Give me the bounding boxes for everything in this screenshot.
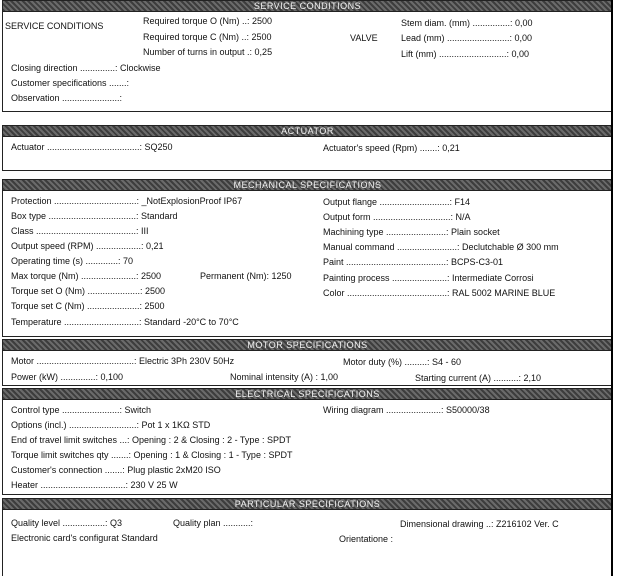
quality-plan: Quality plan ...........:	[173, 518, 254, 528]
header-title: SERVICE CONDITIONS	[253, 1, 362, 11]
lift: Lift (mm) ...........................: 0,00	[401, 49, 530, 59]
max-torque: Max torque (Nm) ......................: 2500	[11, 271, 162, 281]
actuator-model: Actuator .....................................: SQ250	[11, 142, 173, 152]
heater: Heater ..................................: 230 V 25 W	[11, 480, 178, 490]
header-title: MECHANICAL SPECIFICATIONS	[233, 180, 382, 190]
header-title: PARTICULAR SPECIFICATIONS	[234, 499, 381, 509]
temperature: Temperature ..............................: Standard -20°C to 70°C	[11, 317, 239, 327]
customer-connection: Customer's connection .......: Plug plastic 2xM20 ISO	[11, 465, 221, 475]
closing-direction: Closing direction ..............: Clockwise	[11, 63, 161, 73]
header-title: ELECTRICAL SPECIFICATIONS	[235, 389, 380, 399]
torque-set-o: Torque set O (Nm) .....................: 2500	[11, 286, 166, 296]
electronic-card-configuration: Electronic card's configurat Standard	[11, 533, 158, 543]
color: Color ........................................: RAL 5002 MARINE BLUE	[323, 288, 556, 298]
required-torque-o: Required torque O (Nm) ..: 2500	[143, 16, 273, 26]
machining-type: Machining type ........................: Plain socket	[323, 227, 500, 237]
power: Power (kW) ..............: 0,100	[11, 372, 124, 382]
section-header-motor	[2, 339, 613, 351]
control-type: Control type .......................: Switch	[11, 405, 152, 415]
section-electrical	[2, 400, 613, 495]
section-actuator	[2, 137, 613, 171]
dimensional-drawing: Dimensional drawing ..: Z216102 Ver. C	[400, 519, 559, 529]
header-title: ACTUATOR	[281, 126, 334, 136]
actuator-speed: Actuator's speed (Rpm) .......: 0,21	[323, 143, 460, 153]
section-service	[2, 12, 613, 112]
box-type: Box type ...................................: Standard	[11, 211, 178, 221]
required-torque-c: Required torque C (Nm) ..: 2500	[143, 32, 272, 42]
output-flange: Output flange ............................: F14	[323, 197, 471, 207]
page-right-edge	[611, 0, 613, 576]
motor-duty: Motor duty (%) .........: S4 - 60	[343, 357, 462, 367]
permanent-torque: Permanent (Nm): 1250	[200, 271, 292, 281]
painting-process: Painting process ......................: Intermediate Corrosi	[323, 273, 534, 283]
starting-current: Starting current (A) ..........: 2,10	[415, 373, 542, 383]
wiring-diagram: Wiring diagram ......................: S50000/38	[323, 405, 490, 415]
output-speed: Output speed (RPM) ..................: 0,21	[11, 241, 164, 251]
quality-level: Quality level .................: Q3	[11, 518, 123, 528]
service-side-label: SERVICE CONDITIONS	[5, 21, 104, 31]
number-of-turns: Number of turns in output .: 0,25	[143, 47, 273, 57]
operating-time: Operating time (s) .............: 70	[11, 256, 134, 266]
options: Options (incl.) ...........................: Pot 1 x 1KΩ STD	[11, 420, 211, 430]
section-particular	[2, 510, 613, 576]
section-header-electrical	[2, 388, 613, 400]
motor-type: Motor .......................................: Electric 3Ph 230V 50Hz	[11, 356, 235, 366]
paint: Paint ........................................: BCPS-C3-01	[323, 257, 504, 267]
output-form: Output form ...............................: N/A	[323, 212, 471, 222]
lead: Lead (mm) .........................: 0,00	[401, 33, 533, 43]
section-header-particular	[2, 498, 613, 510]
manual-command: Manual command ........................: Declutchable Ø 300 mm	[323, 242, 559, 252]
section-header-service	[2, 0, 613, 12]
section-mechanical	[2, 191, 613, 337]
torque-set-c: Torque set C (Nm) .....................: 2500	[11, 301, 165, 311]
nominal-intensity: Nominal intensity (A) : 1,00	[230, 372, 339, 382]
end-of-travel-switches: End of travel limit switches ...: Opening : 2 & Closing : 2 - Type : SPDT	[11, 435, 291, 445]
section-header-mechanical	[2, 179, 613, 191]
section-header-actuator	[2, 125, 613, 137]
section-motor	[2, 351, 613, 386]
stem-diameter: Stem diam. (mm) ...............: 0,00	[401, 18, 533, 28]
torque-limit-switches: Torque limit switches qty .......: Opening : 1 & Closing : 1 - Type : SPDT	[11, 450, 293, 460]
protection: Protection .................................: _NotExplosionProof IP67	[11, 196, 243, 206]
customer-specifications: Customer specifications .......:	[11, 78, 130, 88]
header-title: MOTOR SPECIFICATIONS	[247, 340, 368, 350]
valve-label: VALVE	[350, 33, 378, 43]
observation: Observation .......................:	[11, 93, 123, 103]
class: Class ........................................: III	[11, 226, 149, 236]
orientation: Orientatione :	[339, 534, 394, 544]
